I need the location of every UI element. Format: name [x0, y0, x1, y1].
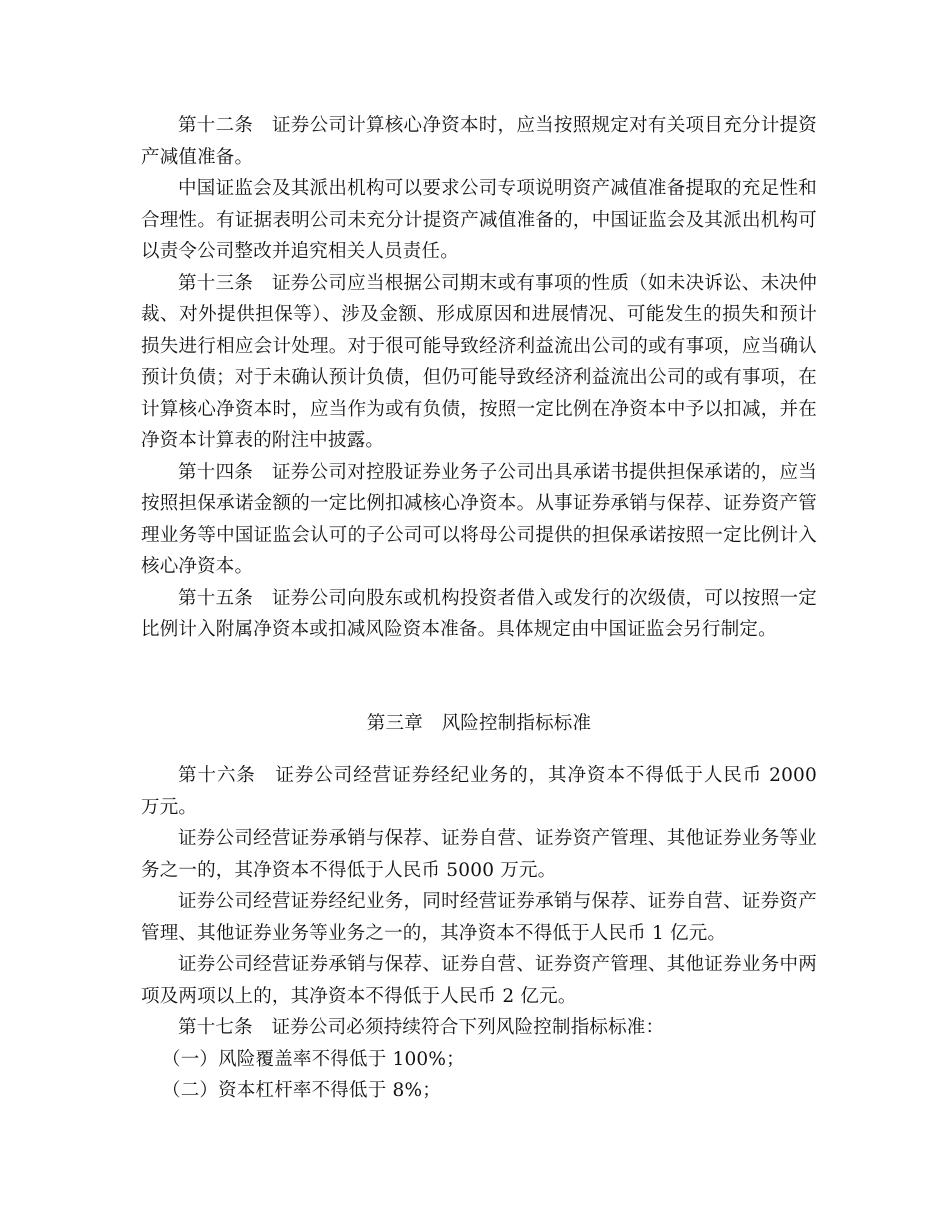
- article-17-paragraph: 第十七条 证券公司必须持续符合下列风险控制指标标准：: [178, 1017, 665, 1038]
- article-16-clause-4-paragraph: 证券公司经营证券承销与保荐、证券自营、证券资产管理、其他证券业务中两项及两项以上的，其净资本不得低于人民币 2 亿元。: [141, 954, 817, 1007]
- article-14-paragraph: 第十四条 证券公司对控股证券业务子公司出具承诺书提供担保承诺的，应当按照担保承诺金额的一定比例扣减核心净资本。从事证券承销与保荐、证券资产管理业务等中国证监会认可的子公司可以将母公司提供的担保承诺按照一定比例计入核心净资本。: [141, 461, 817, 577]
- article-12-supplement-paragraph: 中国证监会及其派出机构可以要求公司专项说明资产减值准备提取的充足性和合理性。有证据表明公司未充分计提资产减值准备的，中国证监会及其派出机构可以责令公司整改并追究相关人员责任。: [141, 178, 817, 262]
- list-item: （一）风险覆盖率不得低于 100%；: [162, 1048, 465, 1070]
- document-page: [141, 110, 817, 1107]
- article-12-paragraph: 第十二条 证券公司计算核心净资本时，应当按照规定对有关项目充分计提资产减值准备。: [141, 115, 817, 168]
- chapter-title: 第三章 风险控制指标标准: [366, 712, 592, 734]
- article-16-clause-3-paragraph: 证券公司经营证券经纪业务，同时经营证券承销与保荐、证券自营、证券资产管理、其他证券业务等业务之一的，其净资本不得低于人民币 1 亿元。: [141, 891, 817, 944]
- list-item: （二）资本杠杆率不得低于 8%；: [162, 1080, 441, 1101]
- article-15-paragraph: 第十五条 证券公司向股东或机构投资者借入或发行的次级债，可以按照一定比例计入附属净资本或扣减风险资本准备。具体规定由中国证监会另行制定。: [141, 587, 817, 640]
- article-16-paragraph: 第十六条 证券公司经营证券经纪业务的，其净资本不得低于人民币 2000 万元。: [141, 765, 817, 818]
- article-16-clause-2-paragraph: 证券公司经营证券承销与保荐、证券自营、证券资产管理、其他证券业务等业务之一的，其净资本不得低于人民币 5000 万元。: [141, 828, 817, 881]
- article-13-paragraph: 第十三条 证券公司应当根据公司期末或有事项的性质（如未决诉讼、未决仲裁、对外提供担保等）、涉及金额、形成原因和进展情况、可能发生的损失和预计损失进行相应会计处理。对于很可能导致经济利益流出公司的或有事项，应当确认预计负债；对于未确认预计负债，但仍可能导致经济利益流出公司的或有事项，在计算核心净资本时，应当作为或有负债，按照一定比例在净资本中予以扣减，并在净资本计算表的附注中披露。: [141, 272, 817, 451]
